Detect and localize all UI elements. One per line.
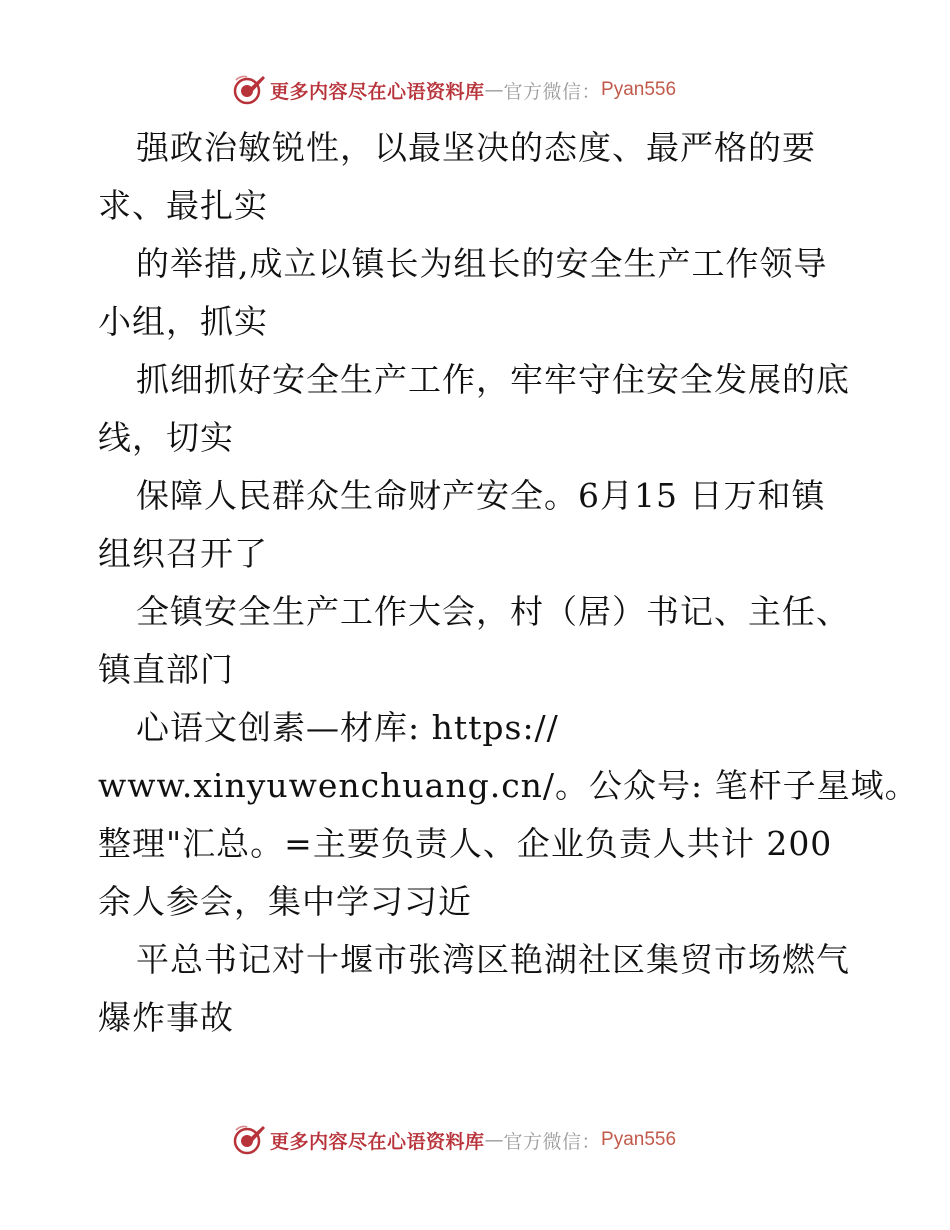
text-line: 线，切实 (98, 418, 234, 457)
footer-banner (232, 1120, 676, 1160)
text-line: 镇直部门 (98, 650, 234, 689)
text-line: 爆炸事故 (98, 998, 234, 1037)
brush-circle-icon (232, 1123, 266, 1157)
banner-wechat-label: 官方微信： (503, 80, 602, 103)
banner-wechat-id: Pyan556 (601, 79, 677, 100)
text-line: www.xinyuwenchuang.cn/。公众号: 笔杆子星域。 (98, 766, 919, 805)
text-line: 抓细抓好安全生产工作，牢牢守住安全发展的底 (136, 360, 850, 399)
text-line: 余人参会，集中学习习近 (98, 882, 472, 921)
text-line: 心语文创素—材库: https:// (136, 708, 559, 747)
banner-main-text: 更多内容尽在心语资料库 (270, 80, 485, 103)
banner-dash: — (484, 1129, 504, 1151)
text-line: 强政治敏锐性，以最坚决的态度、最严格的要 (136, 128, 816, 167)
document-body (98, 119, 919, 1047)
banner-wechat-id: Pyan556 (601, 1129, 677, 1150)
text-line: 组织召开了 (98, 534, 268, 573)
text-line: 的举措,成立以镇长为组长的安全生产工作领导 (136, 244, 828, 283)
text-line: 全镇安全生产工作大会，村（居）书记、主任、 (136, 592, 850, 631)
text-line: 求、最扎实 (98, 186, 268, 225)
banner-dash: — (484, 79, 504, 101)
banner-wechat-label: 官方微信： (503, 1130, 602, 1153)
brush-circle-icon (232, 73, 266, 107)
banner-main-text: 更多内容尽在心语资料库 (270, 1130, 485, 1153)
header-banner (232, 70, 676, 110)
text-line: 保障人民群众生命财产安全。6月15 日万和镇 (136, 476, 826, 515)
text-line: 平总书记对十堰市张湾区艳湖社区集贸市场燃气 (136, 940, 850, 979)
text-line: 小组，抓实 (98, 302, 268, 341)
text-line: 整理"汇总。=主要负责人、企业负责人共计 200 (98, 824, 833, 863)
